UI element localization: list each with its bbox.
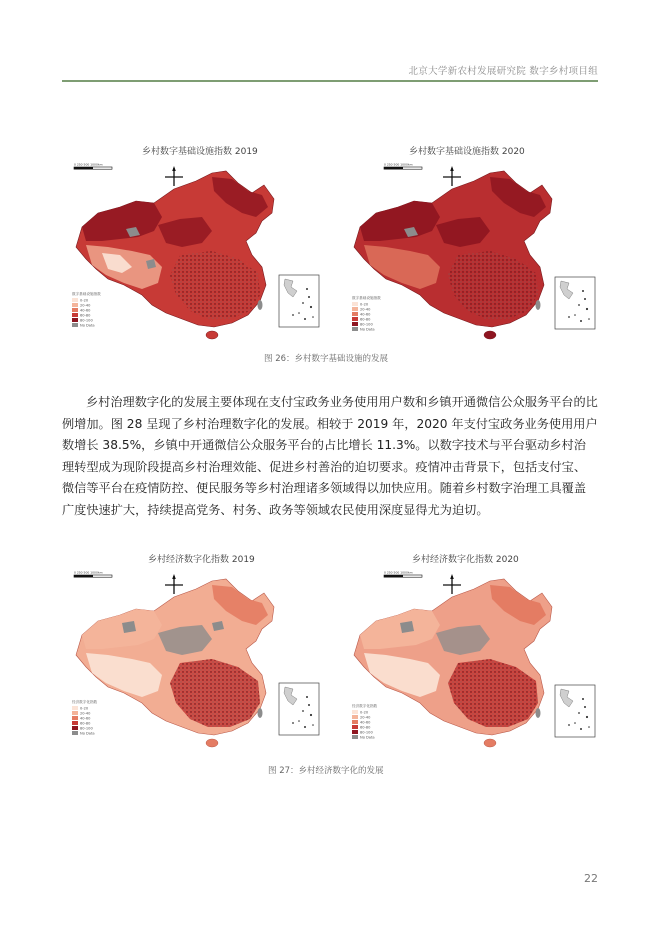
figure27-caption: 图 27：乡村经济数字化的发展 — [268, 766, 384, 776]
map-infra-2020 — [346, 155, 606, 345]
svg-text:数字基础设施指数: 数字基础设施指数 — [352, 296, 381, 300]
svg-text:No Data: No Data — [360, 327, 375, 332]
svg-text:60-80: 60-80 — [360, 725, 371, 730]
svg-text:经济数字化指数: 经济数字化指数 — [72, 700, 98, 704]
svg-text:0-20: 0-20 — [80, 706, 89, 711]
svg-text:60-80: 60-80 — [80, 721, 91, 726]
svg-text:80-100: 80-100 — [360, 730, 373, 735]
svg-text:80-100: 80-100 — [360, 322, 373, 327]
svg-text:40-60: 40-60 — [80, 716, 91, 721]
svg-text:80-100: 80-100 — [80, 318, 93, 323]
map-infra-2019 — [62, 155, 330, 345]
svg-text:0-20: 0-20 — [360, 302, 369, 307]
map-title-econ-2020: 乡村经济数字化指数 2020 — [412, 555, 519, 565]
body-paragraph-block — [62, 392, 598, 521]
svg-text:20-40: 20-40 — [360, 307, 371, 312]
svg-text:20-40: 20-40 — [80, 303, 91, 308]
figure26-caption: 图 26：乡村数字基础设施的发展 — [264, 354, 389, 364]
svg-text:40-60: 40-60 — [80, 308, 91, 313]
map-title-infra-2019: 乡村数字基础设施指数 2019 — [142, 147, 258, 157]
map-title-econ-2019: 乡村经济数字化指数 2019 — [148, 555, 255, 565]
svg-text:No Data: No Data — [80, 323, 95, 328]
svg-text:20-40: 20-40 — [80, 711, 91, 716]
svg-text:No Data: No Data — [80, 731, 95, 736]
legend-infra-2019 — [72, 291, 101, 328]
map-econ-2019 — [62, 563, 330, 753]
svg-text:60-80: 60-80 — [360, 317, 371, 322]
svg-text:40-60: 40-60 — [360, 720, 371, 725]
map-title-infra-2020: 乡村数字基础设施指数 2020 — [409, 147, 525, 157]
header-text: 北京大学新农村发展研究院 数字乡村项目组 — [408, 66, 598, 77]
body-paragraph: 乡村治理数字化的发展主要体现在支付宝政务业务使用用户数和乡镇开通微信公众服务平台的比例增加。图 28 呈现了乡村治理数字化的发展。相较于 2019 年，2020 年支付宝政务业务使用用户数增长 38.5%，乡镇中开通微信公众服务平台的占比增长 11.3%。以数字技术与平台驱动乡村治理转型成为现阶段提高乡村治理效能、促进乡村善治的迫切要求。疫情冲击背景下，包括支付宝、微信等平台在疫情防控、便民服务等乡村治理诸多领域得以加快应用。随着乡村数字治理工具覆盖广度快速扩大，持续提高党务、村务、政务等领域农民使用深度显得尤为迫切。 — [62, 395, 598, 517]
legend-econ-2020 — [352, 703, 378, 740]
svg-text:数字基础设施指数: 数字基础设施指数 — [72, 292, 101, 296]
svg-text:60-80: 60-80 — [80, 313, 91, 318]
map-econ-2020 — [346, 563, 606, 753]
header-rule — [62, 80, 598, 82]
svg-text:经济数字化指数: 经济数字化指数 — [352, 704, 378, 708]
legend-infra-2020 — [352, 295, 381, 332]
svg-text:20-40: 20-40 — [360, 715, 371, 720]
svg-text:No Data: No Data — [360, 735, 375, 740]
svg-text:80-100: 80-100 — [80, 726, 93, 731]
svg-text:0-20: 0-20 — [80, 298, 89, 303]
svg-text:0-20: 0-20 — [360, 710, 369, 715]
page-number: 22 — [584, 872, 598, 885]
legend-econ-2019 — [72, 699, 98, 736]
svg-text:40-60: 40-60 — [360, 312, 371, 317]
